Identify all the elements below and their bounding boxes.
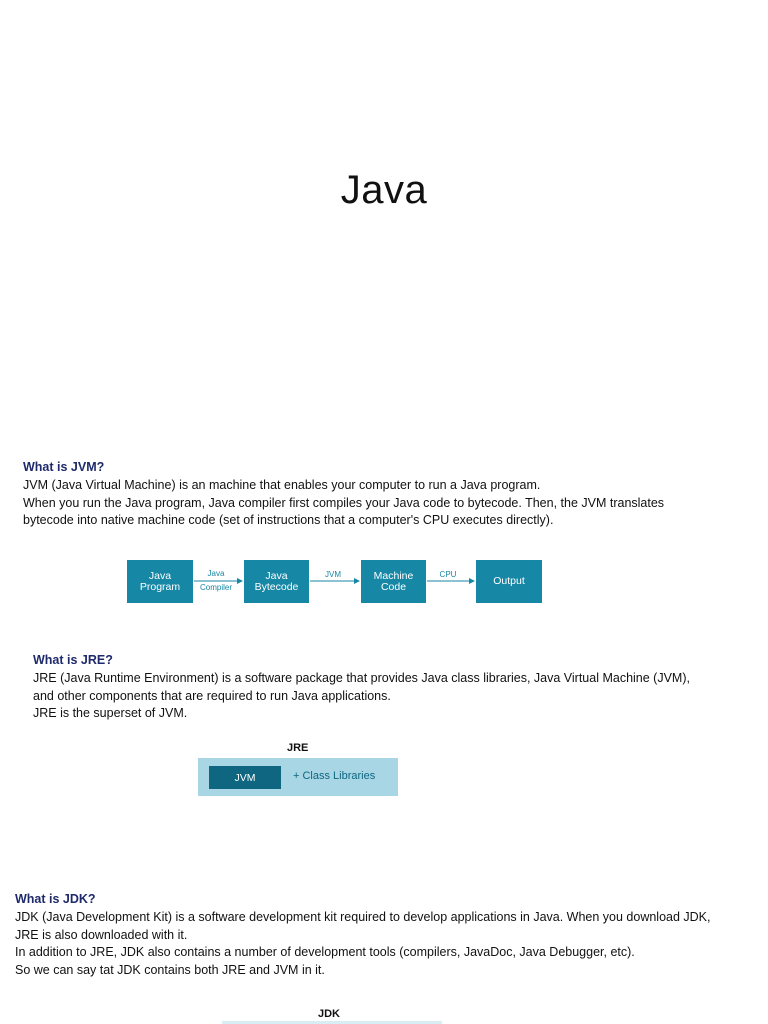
jre-diagram-label: JRE <box>287 742 309 754</box>
jre-line-1: JRE (Java Runtime Environment) is a software package that provides Java class libraries, Java Virtual Machine (JVM), <box>33 671 690 685</box>
arrow-label-java: Java <box>207 569 225 578</box>
jdk-paragraph <box>15 909 711 979</box>
machine-code-box: Machine Code <box>361 560 426 603</box>
jvm-line-1: JVM (Java Virtual Machine) is an machine that enables your computer to run a Java program. <box>23 478 541 492</box>
output-box: Output <box>476 560 542 603</box>
jvm-heading: What is JVM? <box>23 460 105 474</box>
jdk-diagram-label: JDK <box>318 1008 341 1020</box>
jvm-line-2: When you run the Java program, Java compiler first compiles your Java code to bytecode. Then, the JVM translates <box>23 495 665 510</box>
jre-line-2: and other components that are required to run Java applications. <box>33 688 391 703</box>
jre-paragraph <box>33 670 690 723</box>
arrow-label-compiler: Compiler <box>199 583 232 592</box>
jdk-line-3: In addition to JRE, JDK also contains a number of development tools (compilers, JavaDoc, Java Debugger, etc). <box>15 945 635 959</box>
arrow-label-cpu: CPU <box>439 570 457 579</box>
arrow-label-jvm: JVM <box>325 570 341 579</box>
java-program-box: Java Program <box>127 560 193 603</box>
jvm-line-3: bytecode into native machine code (set of instructions that a computer's CPU executes directly). <box>23 513 554 527</box>
jre-class-libraries: + Class Libraries <box>293 770 376 782</box>
jdk-heading: What is JDK? <box>15 892 96 906</box>
jre-line-3: JRE is the superset of JVM. <box>33 706 188 720</box>
jdk-line-4: So we can say tat JDK contains both JRE and JVM in it. <box>15 962 325 977</box>
jre-jvm-block: JVM <box>209 766 281 789</box>
java-bytecode-box: Java Bytecode <box>244 560 309 603</box>
jdk-line-1: JDK (Java Development Kit) is a software development kit required to develop applications in Java. When you download JDK, <box>15 910 711 924</box>
jre-heading: What is JRE? <box>33 653 113 667</box>
page-title: Java <box>340 168 428 212</box>
jre-diagram-bar <box>198 758 398 796</box>
jdk-line-2: JRE is also downloaded with it. <box>15 927 188 942</box>
